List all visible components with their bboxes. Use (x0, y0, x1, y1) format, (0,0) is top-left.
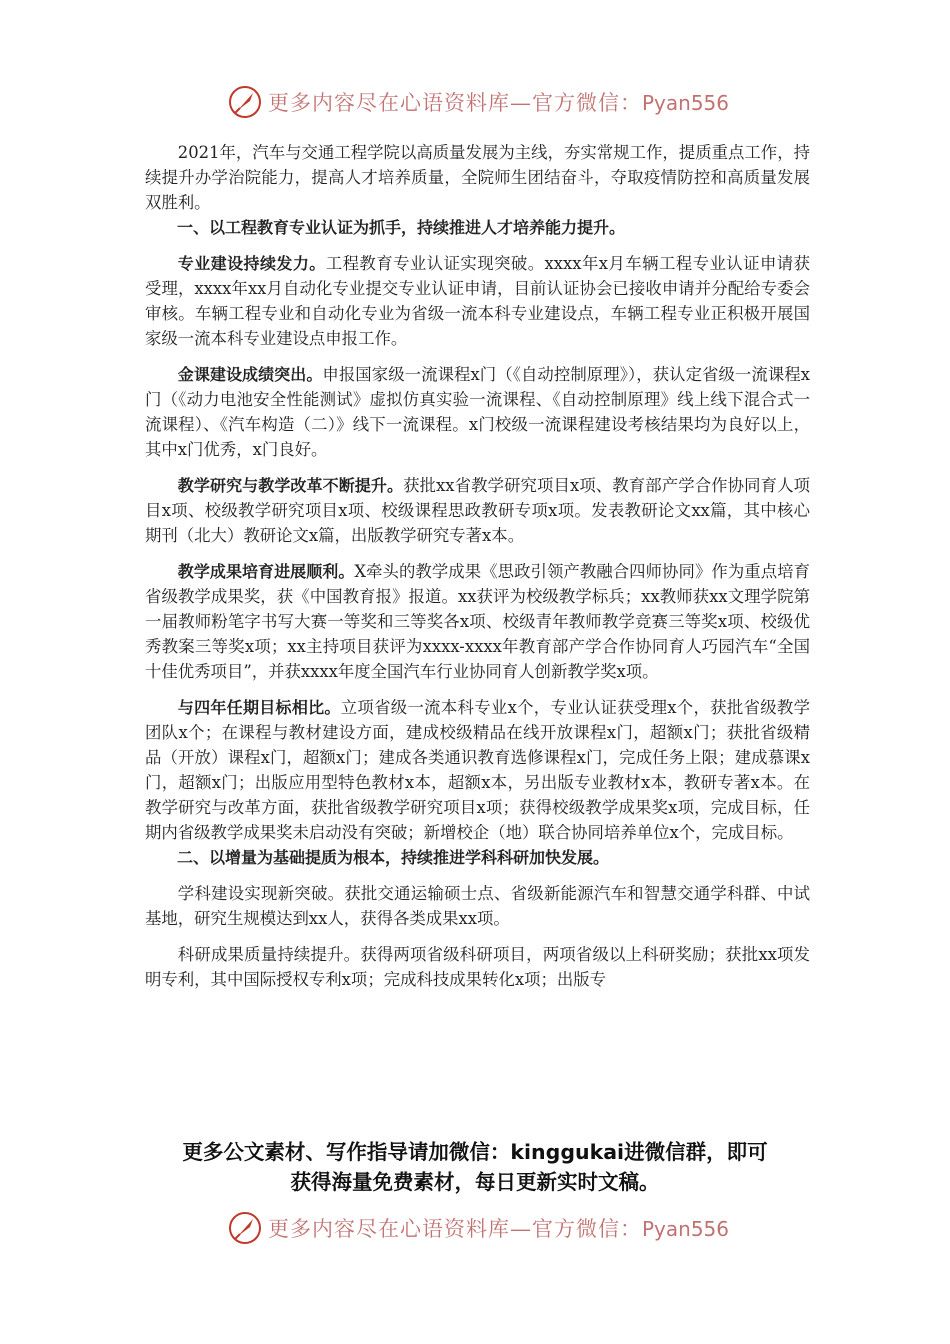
section1-heading: 一、以工程教育专业认证为抓手，持续推进人才培养能力提升。 (177, 218, 626, 237)
paragraph-lead: 与四年任期目标相比。 (177, 698, 341, 717)
paragraph-text: 获批xx省教学研究项目x项、教育部产学合作协同育人项目x项、校级教学研究项目x项、校级课程思政教研专项x项。发表教研论文xx篇，其中核心期刊（北大）教研论文x篇，出版教学研究专著x本。 (145, 476, 810, 545)
paragraph-teaching-achievements (145, 559, 810, 684)
promo-line-1: 更多公文素材、写作指导请加微信：kinggukai进微信群，即可 (182, 1140, 768, 1164)
paragraph-teaching-research (145, 473, 810, 548)
quill-pen-icon (228, 1211, 262, 1245)
header-watermark-banner (0, 80, 950, 124)
paragraph-lead: 金课建设成绩突出。 (177, 365, 323, 384)
paragraph-text: 工程教育专业认证实现突破。xxxx年x月车辆工程专业认证申请获受理，xxxx年xx月自动化专业提交专业认证申请，目前认证协会已接收申请并分配给专委会审核。车辆工程专业和自动化专业为省级一流本科专业建设点，车辆工程专业正积极开展国家级一流本科专业建设点申报工作。 (145, 254, 810, 348)
intro-paragraph: 2021年，汽车与交通工程学院以高质量发展为主线，夯实常规工作，提质重点工作，持续提升办学治院能力，提高人才培养质量，全院师生团结奋斗，夺取疫情防控和高质量发展双胜利。 (145, 143, 810, 212)
paragraph-term-goals (145, 695, 810, 845)
paragraph-discipline-construction: 学科建设实现新突破。获批交通运输硕士点、省级新能源汽车和智慧交通学科群、中试基地，研究生规模达到xx人，获得各类成果xx项。 (145, 884, 810, 928)
paragraph-lead: 教学成果培育进展顺利。 (177, 562, 355, 581)
promo-notice (0, 1137, 950, 1197)
paragraph-lead: 专业建设持续发力。 (177, 254, 326, 273)
footer-watermark-banner (0, 1206, 950, 1250)
section2-heading: 二、以增量为基础提质为根本，持续推进学科科研加快发展。 (177, 848, 610, 867)
banner-text: 更多内容尽在心语资料库—官方微信：Pyan556 (268, 1217, 730, 1241)
paragraph-text: X牵头的教学成果《思政引领产教融合四师协同》作为重点培育省级教学成果奖，获《中国教育报》报道。xx获评为校级教学标兵；xx教师获xx文理学院第一届教师粉笔字书写大赛一等奖和三等奖各x项、校级青年教师教学竞赛三等奖x项、校级优秀教案三等奖x项；xx主持项目获评为xxxx-xxxx年教育部产学合作协同育人巧园汽车“全国十佳优秀项目”，并获xxxx年度全国汽车行业协同育人创新教学奖x项。 (145, 562, 810, 681)
paragraph-golden-courses (145, 362, 810, 462)
promo-line-2: 获得海量免费素材，每日更新实时文稿。 (290, 1170, 660, 1194)
paragraph-text: 立项省级一流本科专业x个，专业认证获受理x个，获批省级教学团队x个；在课程与教材建设方面，建成校级精品在线开放课程x门，超额x门；获批省级精品（开放）课程x门，超额x门；建成各类通识教育选修课程x门，完成任务上限；建成慕课x门，超额x门；出版应用型特色教材x本，超额x本，另出版专业教材x本，教研专著x本。在教学研究与改革方面，获批省级教学研究项目x项；获得校级教学成果奖x项，完成目标，任期内省级教学成果奖未启动没有突破；新增校企（地）联合协同培养单位x个，完成目标。 (145, 698, 810, 842)
banner-account: Pyan556 (642, 1217, 730, 1241)
paragraph-text: 申报国家级一流课程x门（《自动控制原理》），获认定省级一流课程x门（《动力电池安全性能测试》虚拟仿真实验一流课程、《自动控制原理》线上线下混合式一流课程）、《汽车构造（二）》线下一流课程。x门校级一流课程建设考核结果均为良好以上，其中x门优秀，x门良好。 (145, 365, 810, 459)
paragraph-major-construction (145, 251, 810, 351)
banner-account: Pyan556 (642, 91, 730, 115)
document-body (145, 140, 810, 992)
quill-pen-icon (228, 85, 262, 119)
paragraph-lead: 教学研究与教学改革不断提升。 (177, 476, 404, 495)
paragraph-research-results: 科研成果质量持续提升。获得两项省级科研项目，两项省级以上科研奖励；获批xx项发明专利，其中国际授权专利x项；完成科技成果转化x项；出版专 (145, 945, 810, 989)
banner-text: 更多内容尽在心语资料库—官方微信：Pyan556 (268, 91, 730, 115)
